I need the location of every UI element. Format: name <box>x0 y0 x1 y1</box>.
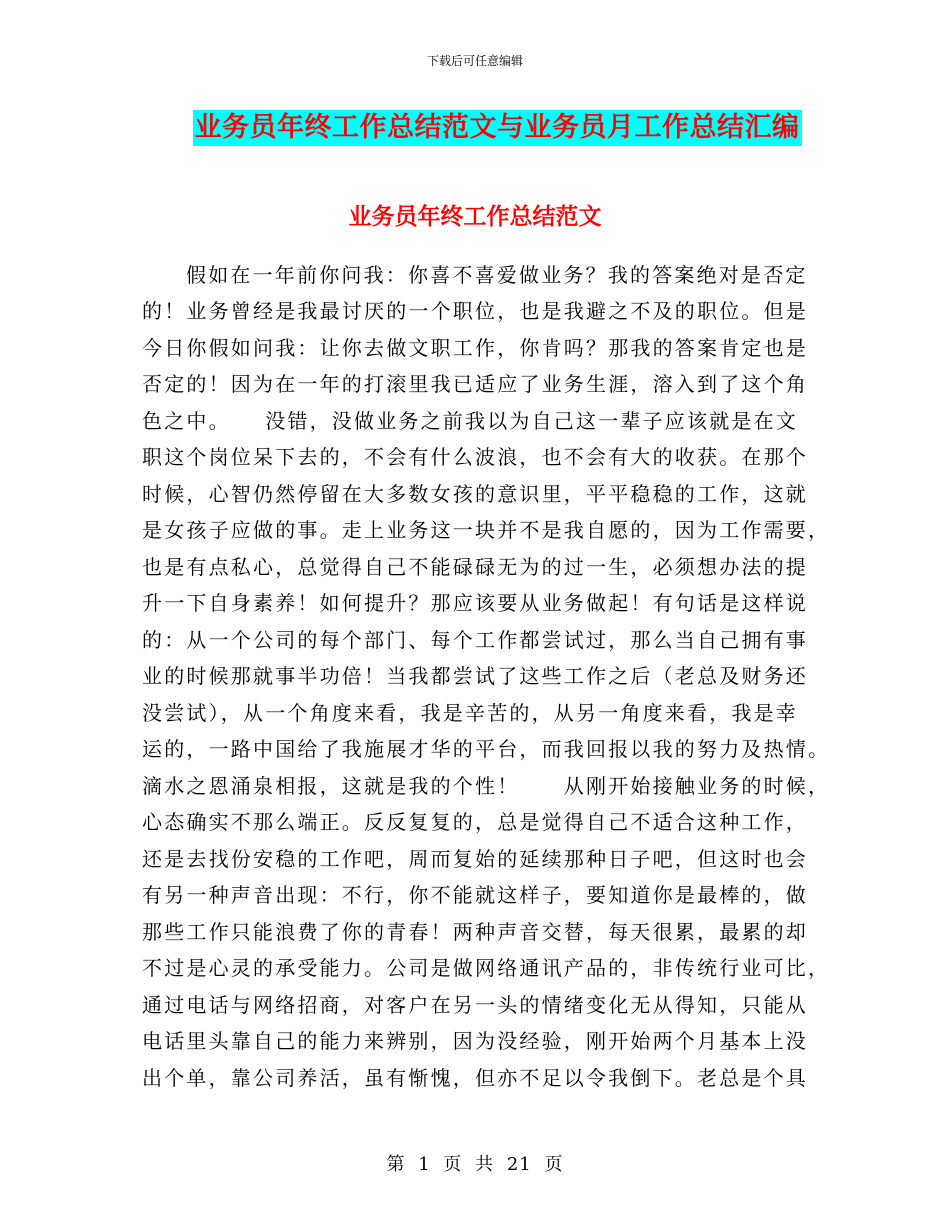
page-header-note: 下载后可任意编辑 <box>426 54 523 68</box>
page-number-footer: 第 1 页 共 21 页 <box>386 1154 564 1175</box>
paragraph-line: 那些工作只能浪费了你的青春！两种声音交替，每天很累，最累的却 <box>142 919 808 944</box>
paragraph-line: 不过是心灵的承受能力。公司是做网络通讯产品的，非传统行业可比， <box>142 956 831 980</box>
paragraph-line: 色之中。 没错，没做业务之前我以为自己这一辈子应该就是在文 <box>142 408 798 433</box>
paragraph-line: 的！业务曾经是我最讨厌的一个职位，也是我避之不及的职位。但是 <box>142 299 808 323</box>
paragraph-line: 也是有点私心，总觉得自己不能碌碌无为的过一生，必须想办法的提 <box>142 554 808 579</box>
paragraph-line: 运的，一路中国给了我施展才华的平台，而我回报以我的努力及热情。 <box>142 737 831 761</box>
section-title: 业务员年终工作总结范文 <box>348 203 602 230</box>
paragraph-line: 滴水之恩涌泉相报，这就是我的个性！ 从刚开始接触业务的时候， <box>142 773 831 798</box>
paragraph-line: 的：从一个公司的每个部门、每个工作都尝试过，那么当自己拥有事 <box>142 627 808 652</box>
paragraph-line: 升一下自身素养！如何提升？那应该要从业务做起！有句话是这样说 <box>142 591 808 615</box>
paragraph-line: 今日你假如问我：让你去做文职工作，你肯吗？那我的答案肯定也是 <box>142 335 808 360</box>
paragraph-line: 还是去找份安稳的工作吧，周而复始的延续那种日子吧，但这时也会 <box>142 846 808 871</box>
paragraph-line: 是女孩子应做的事。走上业务这一块并不是我自愿的，因为工作需要， <box>142 518 831 542</box>
paragraph-line: 通过电话与网络招商，对客户在另一头的情绪变化无从得知，只能从 <box>142 992 808 1017</box>
main-title-container <box>0 110 950 146</box>
main-title: 业务员年终工作总结范文与业务员月工作总结汇编 <box>193 110 802 146</box>
paragraph-line: 职这个岗位呆下去的，不会有什么波浪，也不会有大的收获。在那个 <box>142 445 808 469</box>
paragraph-line: 假如在一年前你问我：你喜不喜爱做业务？我的答案绝对是否定 <box>186 262 808 287</box>
paragraph-line: 业的时候那就事半功倍！当我都尝试了这些工作之后（老总及财务还 <box>142 664 808 688</box>
paragraph-line: 时候，心智仍然停留在大多数女孩的意识里，平平稳稳的工作，这就 <box>142 481 808 506</box>
paragraph-line: 否定的！因为在一年的打滚里我已适应了业务生涯，溶入到了这个角 <box>142 372 808 396</box>
paragraph-line: 有另一种声音出现：不行，你不能就这样子，要知道你是最棒的，做 <box>142 883 808 907</box>
paragraph-line: 电话里头靠自己的能力来辨别，因为没经验，刚开始两个月基本上没 <box>142 1029 808 1053</box>
paragraph-line: 没尝试），从一个角度来看，我是辛苦的，从另一角度来看，我是幸 <box>142 700 798 725</box>
paragraph-line: 心态确实不那么端正。反反复复的，总是觉得自己不适合这种工作， <box>142 810 808 834</box>
paragraph-line: 出个单，靠公司养活，虽有惭愧，但亦不足以令我倒下。老总是个具 <box>142 1065 808 1090</box>
body-text <box>142 220 831 1096</box>
